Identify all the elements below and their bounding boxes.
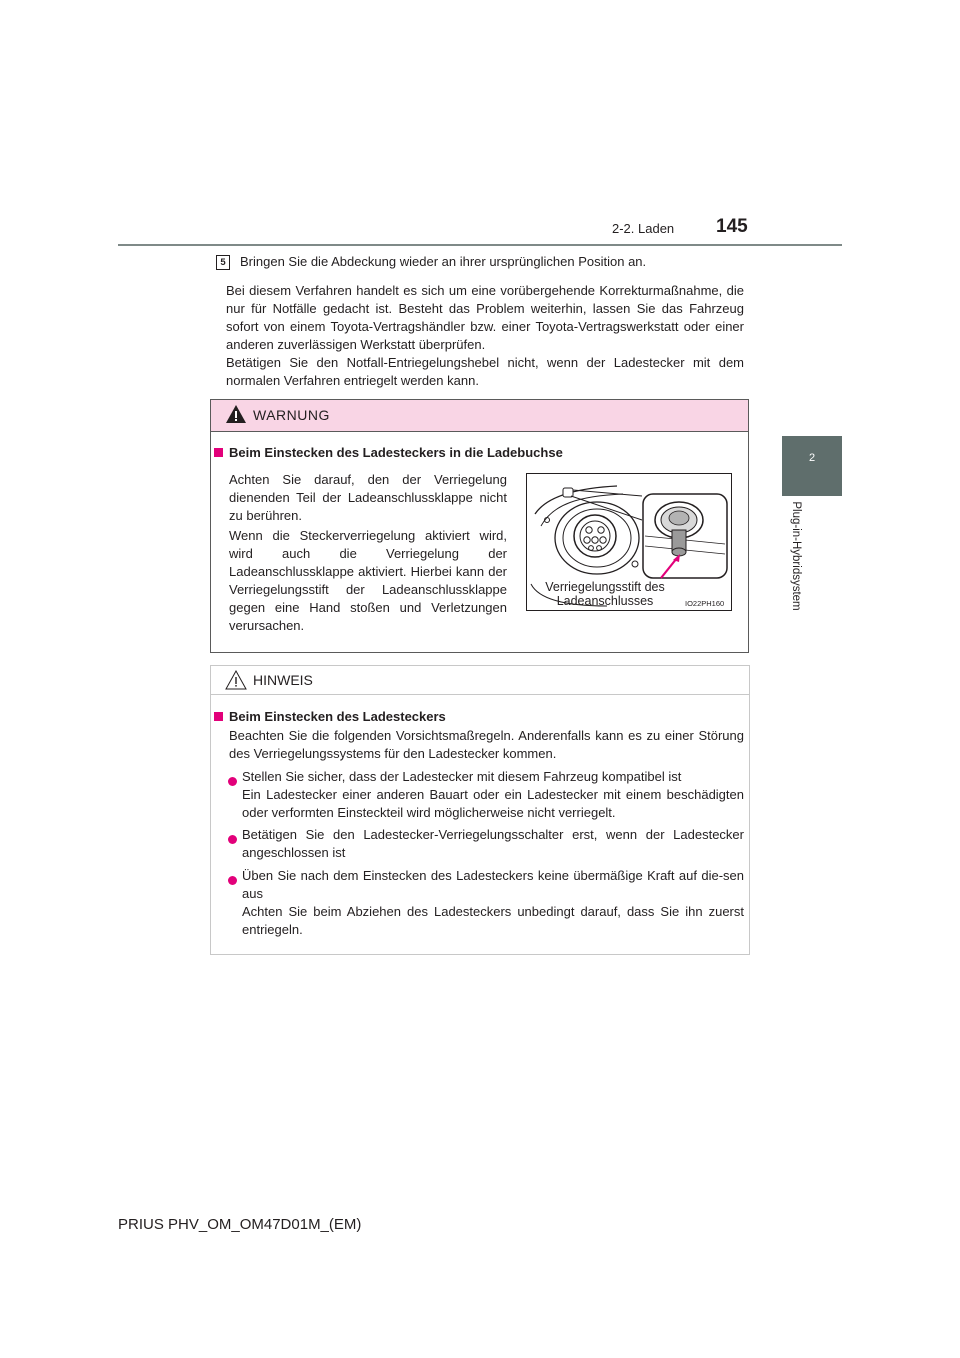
warning-heading-text: Beim Einstecken des Ladesteckers in die Ladebuchse xyxy=(229,445,563,460)
figure-callout-line1: Verriegelungsstift des xyxy=(545,580,665,594)
note-title: HINWEIS xyxy=(253,672,313,688)
note-bullet-2 xyxy=(242,826,744,862)
figure-callout-line2: Ladeanschlusses xyxy=(556,594,654,608)
note-heading-text: Beim Einstecken des Ladesteckers xyxy=(229,709,446,724)
caution-triangle-icon xyxy=(225,670,247,690)
body-paragraph-2: Betätigen Sie den Notfall-Entriegelungshebel nicht, wenn der Ladestecker mit dem normalen Verfahren entriegelt werden kann. xyxy=(226,355,744,388)
step-number-badge: 5 xyxy=(216,255,230,270)
note-bullet-1-title: Stellen Sie sicher, dass der Ladestecker mit diesem Fahrzeug kompatibel ist xyxy=(242,769,682,784)
square-bullet-icon xyxy=(214,448,223,457)
bullet-icon xyxy=(228,831,237,849)
figure-code: IO22PH160 xyxy=(685,599,725,608)
warning-triangle-icon xyxy=(225,404,247,424)
document-id: PRIUS PHV_OM_OM47D01M_(EM) xyxy=(118,1216,362,1233)
body-paragraph-1: Bei diesem Verfahren handelt es sich um eine vorübergehende Korrekturmaßnahme, die nur für Notfälle gedacht ist. Besteht das Problem weiterhin, lassen Sie das Fahrzeug sofort von einem Toyota-Vertragshändler bzw. einer Toyota-Vertragswerkstatt oder einer anderen zuverlässigen Werkstatt überprüfen. xyxy=(226,283,744,352)
note-intro: Beachten Sie die folgenden Vorsichtsmaßregeln. Anderenfalls kann es zu einer Störung des Verriegelungssystems für den Ladestecker kommen. xyxy=(229,728,744,761)
warning-text-2: Wenn die Steckerverriegelung aktiviert wird, wird auch die Verriegelung der Ladeanschlussklappe aktiviert. Hierbei kann der Verriegelungsstift der Ladeanschlussklappe gegen eine Hand stoßen und Verletzungen verursachen. xyxy=(229,528,507,633)
note-header-divider xyxy=(211,694,749,695)
section-title: 2-2. Laden xyxy=(612,221,675,236)
note-bullet-3-text: Achten Sie beim Abziehen des Ladesteckers unbedingt darauf, dass Sie ihn zuerst entriegeln. xyxy=(242,904,744,937)
warning-title: WARNUNG xyxy=(253,407,330,423)
note-bullet-1-text: Ein Ladestecker einer anderen Bauart oder ein Ladestecker mit einem beschädigten oder verformten Einsteckteil wird möglicherweise nicht verriegelt. xyxy=(242,787,744,820)
header-divider xyxy=(118,244,842,246)
square-bullet-icon xyxy=(214,712,223,721)
page-number: 145 xyxy=(716,216,748,237)
step-text: Bringen Sie die Abdeckung wieder an ihrer ursprünglichen Position an. xyxy=(240,254,647,269)
figure-callout xyxy=(530,580,680,608)
bullet-icon xyxy=(228,773,237,791)
bullet-icon xyxy=(228,872,237,890)
warning-heading xyxy=(214,445,563,460)
note-bullet-1 xyxy=(242,768,744,822)
note-bullet-3-title: Üben Sie nach dem Einstecken des Ladesteckers keine übermäßige Kraft auf die-sen aus xyxy=(242,868,744,901)
chapter-number: 2 xyxy=(808,452,816,464)
chapter-title: Plug-in-Hybridsystem xyxy=(790,501,802,611)
note-bullet-3 xyxy=(242,867,744,939)
note-heading xyxy=(214,709,446,724)
warning-text-1: Achten Sie darauf, den der Verriegelung dienenden Teil der Ladeanschlussklappe nicht zu berühren. xyxy=(229,472,507,523)
note-bullet-2-title: Betätigen Sie den Ladestecker-Verriegelungsschalter erst, wenn der Ladestecker angeschlossen ist xyxy=(242,827,744,860)
